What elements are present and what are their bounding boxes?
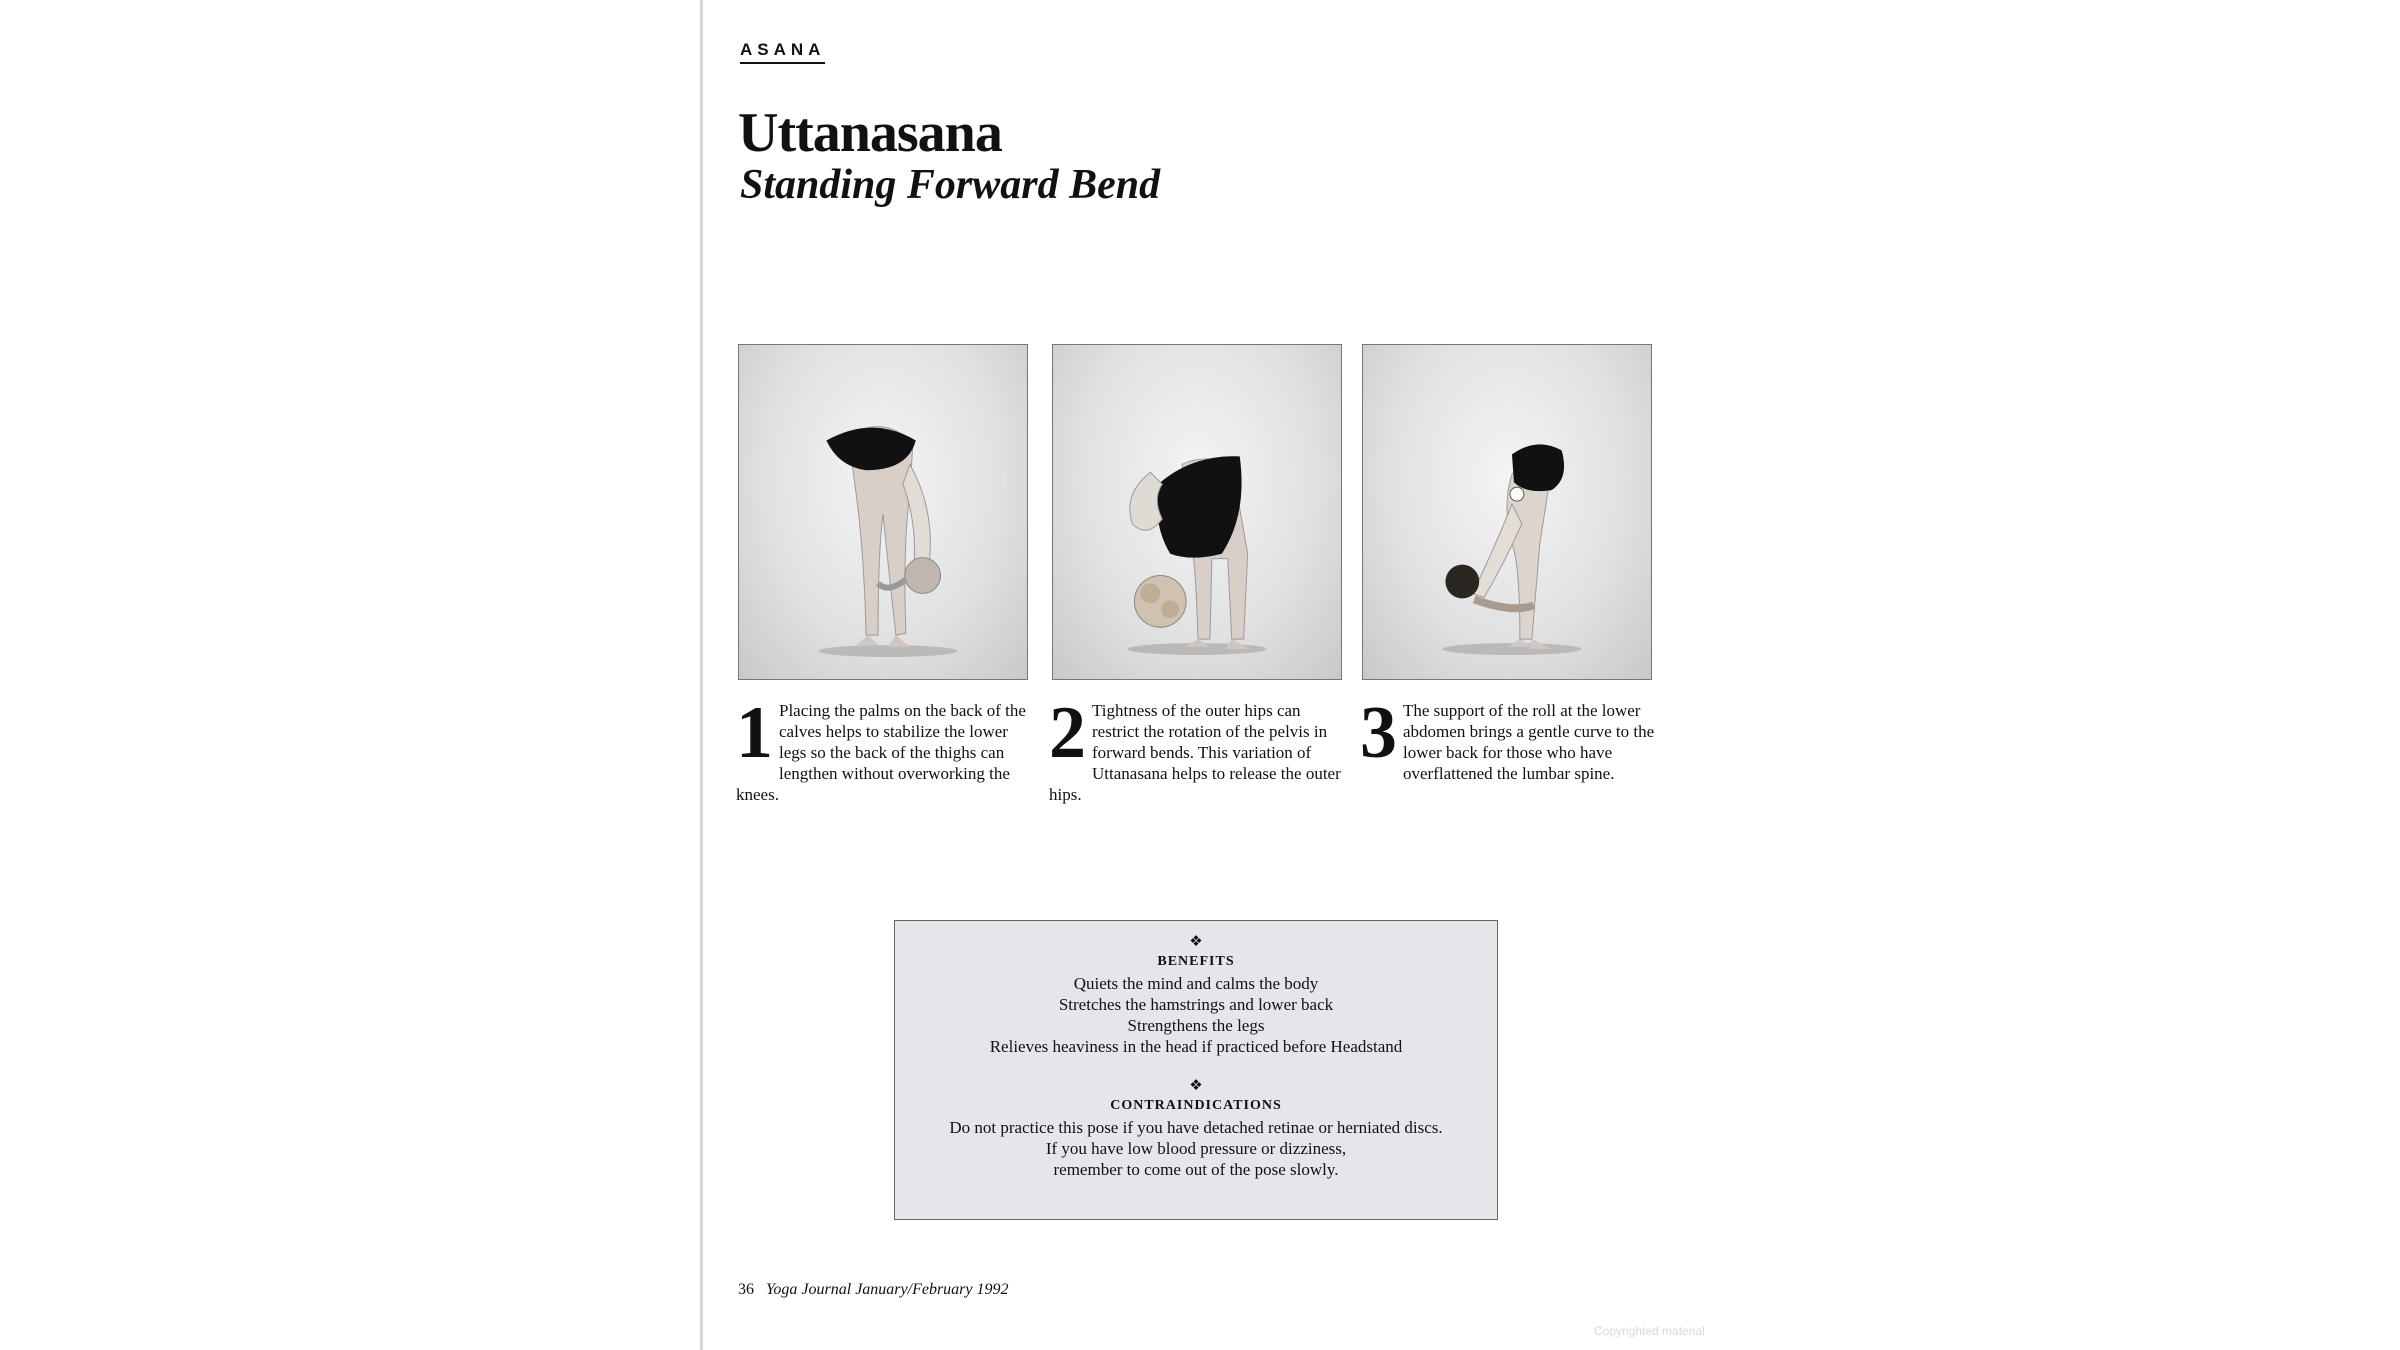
pose-figure-3 — [1363, 345, 1651, 679]
pose-photo-2 — [1052, 344, 1342, 680]
step-text-3: The support of the roll at the lower abdomen brings a gentle curve to the lower back for those who have overflattened the lumbar spine. — [1403, 701, 1655, 783]
pose-photo-1 — [738, 344, 1028, 680]
contraindication-item: If you have low blood pressure or dizziness, — [1045, 1139, 1347, 1158]
ornament-icon: ❖ — [1189, 1076, 1203, 1094]
contraindications-heading: CONTRAINDICATIONS — [1110, 1098, 1282, 1113]
page-number: 36 — [738, 1281, 754, 1298]
pose-figure-1 — [739, 345, 1027, 679]
step-caption-2 — [1049, 692, 1345, 805]
benefit-item: Relieves heaviness in the head if practiced before Headstand — [989, 1037, 1403, 1056]
benefits-heading: BENEFITS — [1157, 954, 1235, 969]
section-label: ASANA — [740, 40, 825, 64]
contraindication-item: Do not practice this pose if you have detached retinae or herniated discs. — [949, 1118, 1443, 1137]
step-number-3: 3 — [1360, 692, 1397, 774]
benefits-box — [894, 920, 1498, 1220]
step-text-1: Placing the palms on the back of the calves helps to stabilize the lower legs so the back of the thighs can lengthen without overworking the knees. — [736, 701, 1026, 804]
contraindication-item: remember to come out of the pose slowly. — [1053, 1160, 1339, 1179]
step-caption-1 — [736, 692, 1032, 805]
benefit-item: Quiets the mind and calms the body — [1073, 974, 1319, 993]
step-caption-3 — [1360, 692, 1656, 784]
step-number-1: 1 — [736, 692, 773, 774]
pose-photo-3 — [1362, 344, 1652, 680]
pose-figure-2 — [1053, 345, 1341, 679]
benefit-item: Strengthens the legs — [1127, 1016, 1265, 1035]
publication-credit: Yoga Journal January/February 1992 — [766, 1281, 1009, 1298]
page-subtitle: Standing Forward Bend — [740, 162, 1161, 208]
benefit-item: Stretches the hamstrings and lower back — [1058, 995, 1334, 1014]
step-text-2: Tightness of the outer hips can restrict the rotation of the pelvis in forward bends. This variation of Uttanasana helps to release the outer hips. — [1049, 701, 1341, 804]
ornament-icon: ❖ — [1189, 932, 1203, 950]
step-number-2: 2 — [1049, 692, 1086, 774]
page-footer — [738, 1281, 1009, 1299]
copyright-watermark: Copyrighted material — [1594, 1324, 1705, 1338]
page-title: Uttanasana — [738, 102, 1002, 164]
